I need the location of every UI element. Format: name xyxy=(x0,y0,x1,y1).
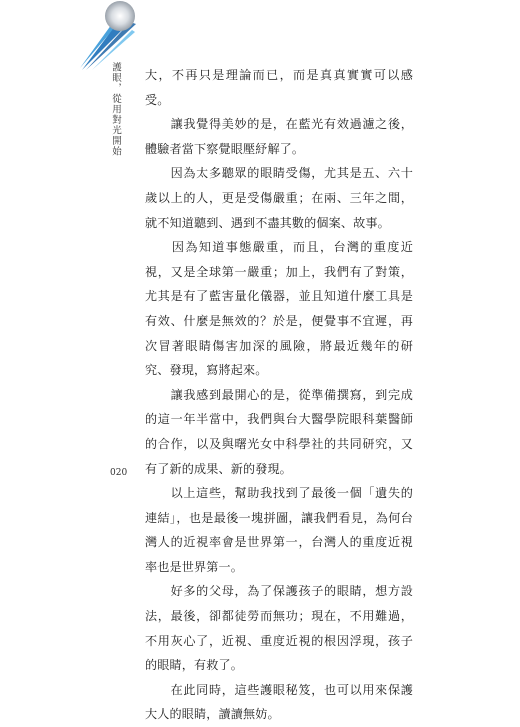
paragraph: 因為太多聽眾的眼睛受傷，尤其是五、六十歲以上的人，更是受傷嚴重；在兩、三年之間，就不知道聽到、遇到不盡其數的個案、故事。 xyxy=(145,166,413,230)
paragraph: 讓我覺得美妙的是，在藍光有效過濾之後，體驗者當下察覺眼壓紓解了。 xyxy=(145,117,413,156)
paragraph: 讓我感到最開心的是，從準備撰寫，到完成的這一年半當中，我們與台大醫學院眼科葉醫師的合作，以及與曙光女中科學社的共同研究，又有了新的成果、新的發現。 xyxy=(145,387,413,476)
light-beam-decoration xyxy=(72,0,142,72)
main-text xyxy=(145,63,413,727)
running-title xyxy=(110,62,121,157)
paragraph: 大，不再只是理論而已，而是真真實實可以感受。 xyxy=(145,68,413,107)
paragraph: 因為知道事態嚴重，而且，台灣的重度近視，又是全球第一嚴重；加上，我們有了對策，尤其是有了藍害量化儀器，並且知道什麼工具是有效、什麼是無效的？於是，便覺事不宜遲，再次冒著眼睛傷害加深的風險，將最近幾年的研究、發現，寫將起來。 xyxy=(145,240,413,378)
paragraph: 以上這些，幫助我找到了最後一個「遺失的連結」，也是最後一塊拼圖，讓我們看見，為何台灣人的近視率會是世界第一，台灣人的重度近視率也是世界第一。 xyxy=(145,486,413,574)
paragraph: 好多的父母，為了保護孩子的眼睛，想方設法，最後，卻都徒勞而無功；現在，不用難過，不用灰心了，近視、重度近視的根因浮現，孩子的眼睛，有救了。 xyxy=(145,584,413,673)
paragraph: 在此同時，這些護眼秘笈，也可以用來保護大人的眼睛，讀讀無妨。 xyxy=(145,682,413,722)
page-number: 020 xyxy=(110,468,128,478)
running-title-text: 護眼，從用對光開始 xyxy=(110,62,121,157)
